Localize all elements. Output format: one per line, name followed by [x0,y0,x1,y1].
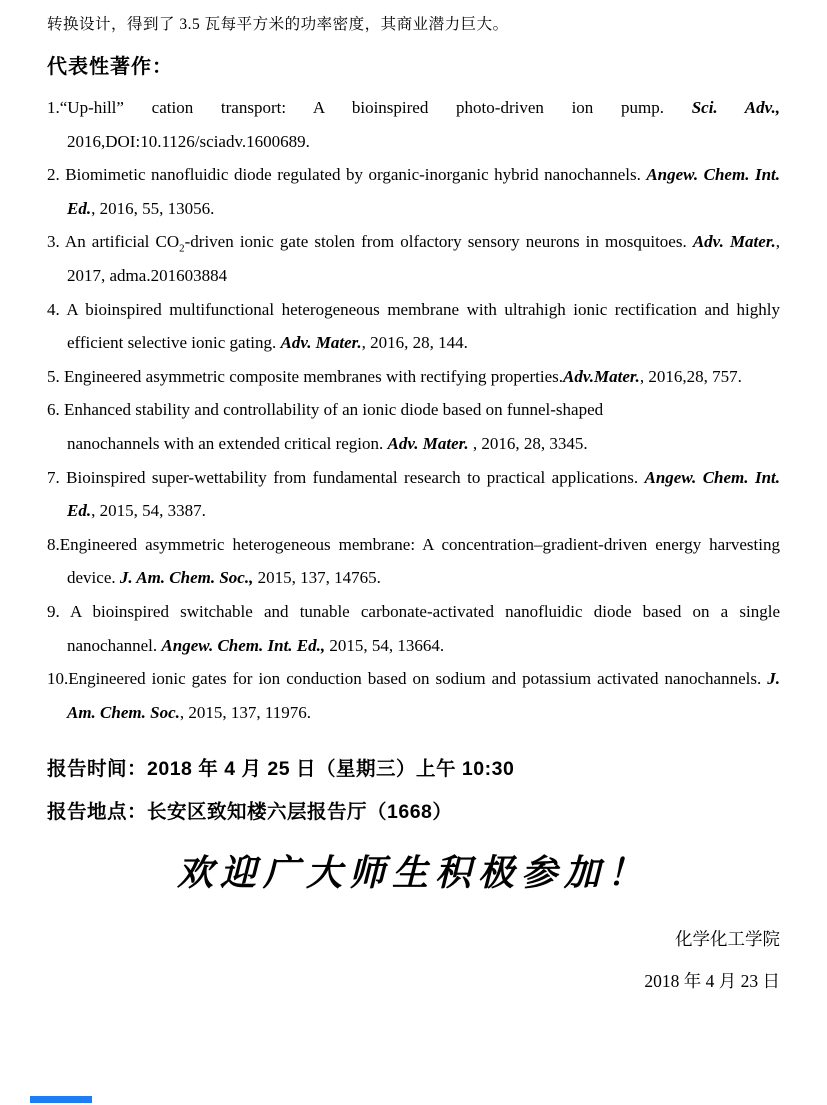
publication-list [47,91,780,729]
pub-text-segment: , 2015, 54, 3387. [91,501,206,521]
pub-text-segment: 3. An artificial CO [47,232,180,252]
section-heading-representative-works: 代表性著作： [47,56,173,78]
pub-text-segment: -driven ionic gate stolen from olfactory sensory neurons in mosquitoes. [184,232,693,252]
publication-10 [47,662,780,729]
journal-name: Adv.Mater. [562,366,640,386]
pub-text-segment: , 2015, 137, 11976. [179,702,311,722]
pub-text-segment: , 2016,28, 757. [639,366,742,386]
signature-date: 2018 年 4 月 23 日 [644,971,780,992]
publication-3 [47,225,780,292]
pub-text-segment: 5. Engineered asymmetric composite membranes with rectifying properties. [47,366,563,386]
publication-5 [47,360,780,394]
seminar-time-line: 报告时间：2018 年 4 月 25 日（星期三）上午 10:30 [47,758,515,781]
pub-text-segment: , 2016, 28, 3345. [468,433,588,453]
pub-text-segment: 10.Engineered ionic gates for ion conduction based on sodium and potassium activated nanochannels. [47,669,768,689]
pub-text-segment: 6. Enhanced stability and controllability of an ionic diode based on funnel-shaped [47,400,604,420]
seminar-details [47,748,780,834]
signature-organization: 化学化工学院 [675,929,780,950]
pub-text-segment: 2016,DOI:10.1126/sciadv.1600689. [67,131,310,151]
subscript-text: 2 [179,242,185,255]
journal-name: J. Am. Chem. Soc., [119,568,254,588]
journal-name: Sci. Adv., [691,98,780,117]
pub-text-segment: 7. Bioinspired super-wettability from fundamental research to practical applications. [47,467,645,487]
publication-6 [47,393,780,460]
blue-indicator-bar [30,1096,92,1103]
pub-text-segment: 1.“Up-hill” cation transport: A bioinspired photo-driven ion pump. [47,98,692,117]
journal-name: Angew. Chem. Int. Ed. [67,467,780,521]
publication-9 [47,595,780,662]
journal-name: Angew. Chem. Int. Ed. [67,165,780,218]
pub-text-segment: 4. A bioinspired multifunctional heterogeneous membrane with ultrahigh ionic rectification and highly efficient selective ionic gating. [47,299,780,353]
pub-text-segment: , 2016, 28, 144. [361,333,468,353]
journal-name: Adv. Mater. [692,232,776,252]
publication-1 [47,91,780,158]
seminar-location-line: 报告地点：长安区致知楼六层报告厅（1668） [47,801,453,824]
journal-name: J. Am. Chem. Soc. [67,669,780,722]
signature-block [47,918,780,1002]
welcome-calligraphy-line: 欢迎广大师生积极参加！ [176,853,650,894]
pub-text-segment: nanochannels with an extended critical region. [67,433,388,453]
pub-text-segment: , 2016, 55, 13056. [91,198,215,218]
intro-text-line: 转换设计，得到了 3.5 瓦每平方米的功率密度，其商业潜力巨大。 [47,16,509,33]
pub-text-segment: 9. A bioinspired switchable and tunable carbonate-activated nanofluidic diode based on a single nanochannel. [47,601,780,655]
pub-text-segment: , 2017, adma.201603884 [67,232,781,285]
pub-text-segment: 2. Biomimetic nanofluidic diode regulated by organic-inorganic hybrid nanochannels. [47,165,647,185]
journal-name: Angew. Chem. Int. Ed., [161,635,326,655]
pub-text-segment: 8.Engineered asymmetric heterogeneous membrane: A concentration–gradient-driven energy harvesting device. [47,534,780,588]
publication-8 [47,528,780,595]
publication-4 [47,293,780,360]
journal-name: Adv. Mater. [280,333,362,353]
pub-text-segment: 2015, 137, 14765. [253,568,381,588]
publication-2 [47,158,780,225]
journal-name: Adv. Mater. [387,433,469,453]
pub-text-segment: 2015, 54, 13664. [325,635,445,655]
publication-7 [47,461,780,528]
